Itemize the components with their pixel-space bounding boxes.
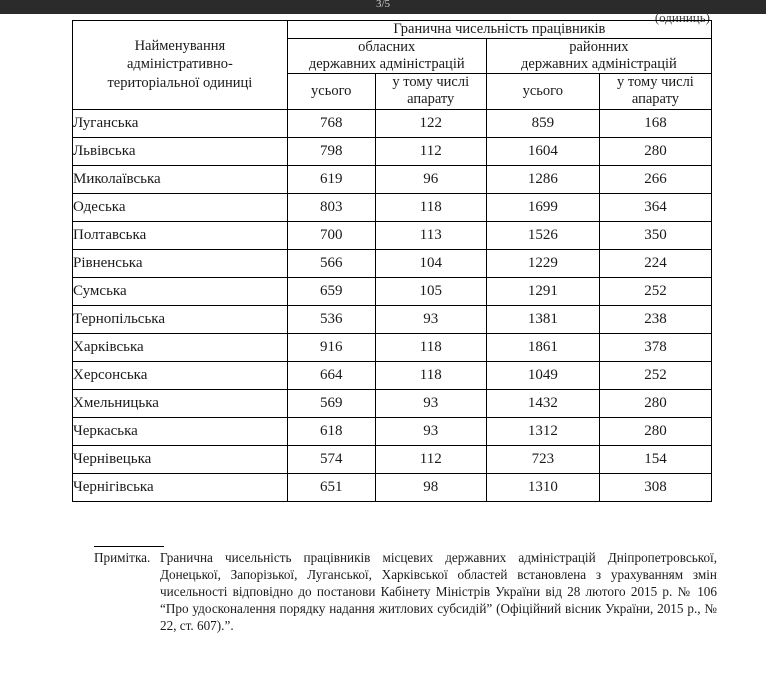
- cell-oblast-apparat: 112: [375, 137, 486, 165]
- cell-rayon-apparat: 252: [599, 277, 711, 305]
- cell-region: Одеська: [73, 193, 288, 221]
- cell-rayon-total: 1312: [486, 417, 599, 445]
- table-head: [73, 21, 712, 110]
- cell-rayon-apparat: 168: [599, 109, 711, 137]
- cell-oblast-total: 536: [287, 305, 375, 333]
- cell-rayon-total: 1229: [486, 249, 599, 277]
- cell-rayon-apparat: 252: [599, 361, 711, 389]
- cell-oblast-apparat: 98: [375, 473, 486, 501]
- table-row: [73, 305, 712, 333]
- cell-oblast-total: 664: [287, 361, 375, 389]
- header-rayon-apparat-line1: у тому числі: [617, 74, 694, 91]
- header-subgroup-rayon-line1: районних: [569, 39, 629, 56]
- cell-region: Хмельницька: [73, 389, 288, 417]
- cell-region: Луганська: [73, 109, 288, 137]
- footnote-rule: [94, 546, 164, 547]
- cell-region: Сумська: [73, 277, 288, 305]
- table-row: [73, 361, 712, 389]
- table-body: [73, 109, 712, 501]
- header-subgroup-oblast-line2: державних адміністрацій: [308, 56, 465, 73]
- cell-rayon-total: 1861: [486, 333, 599, 361]
- table-row: [73, 193, 712, 221]
- cell-region: Тернопільська: [73, 305, 288, 333]
- cell-oblast-apparat: 122: [375, 109, 486, 137]
- page-number: 3/5: [375, 0, 391, 10]
- cell-region: Полтавська: [73, 221, 288, 249]
- table-row: [73, 221, 712, 249]
- cell-region: Чернівецька: [73, 445, 288, 473]
- cell-oblast-total: 659: [287, 277, 375, 305]
- header-region-name-line3: територіальної одиниці: [107, 75, 253, 92]
- cell-oblast-total: 619: [287, 165, 375, 193]
- cell-rayon-total: 859: [486, 109, 599, 137]
- header-subgroup-rayon: [486, 39, 711, 74]
- header-rayon-total: усього: [486, 74, 599, 109]
- cell-rayon-apparat: 350: [599, 221, 711, 249]
- document-page: [72, 20, 717, 502]
- cell-oblast-total: 651: [287, 473, 375, 501]
- cell-rayon-total: 1049: [486, 361, 599, 389]
- header-rayon-apparat: [599, 74, 711, 109]
- table-row: [73, 109, 712, 137]
- table-row: [73, 249, 712, 277]
- header-subgroup-oblast-line1: обласних: [358, 39, 416, 56]
- cell-rayon-apparat: 280: [599, 389, 711, 417]
- staff-limits-table: [72, 20, 712, 502]
- cell-region: Львівська: [73, 137, 288, 165]
- header-region-name-line2: адміністративно-: [126, 56, 233, 73]
- cell-oblast-total: 798: [287, 137, 375, 165]
- table-row: [73, 277, 712, 305]
- cell-oblast-apparat: 118: [375, 333, 486, 361]
- cell-rayon-apparat: 224: [599, 249, 711, 277]
- header-region-name: [73, 21, 288, 110]
- page-left-margin: [0, 14, 68, 681]
- cell-rayon-apparat: 378: [599, 333, 711, 361]
- cell-oblast-total: 768: [287, 109, 375, 137]
- cell-oblast-apparat: 93: [375, 417, 486, 445]
- cell-oblast-apparat: 112: [375, 445, 486, 473]
- cell-rayon-total: 1291: [486, 277, 599, 305]
- table-row: [73, 473, 712, 501]
- cell-region: Черкаська: [73, 417, 288, 445]
- cell-rayon-total: 1310: [486, 473, 599, 501]
- header-subgroup-oblast: [287, 39, 486, 74]
- cell-rayon-apparat: 238: [599, 305, 711, 333]
- table-row: [73, 445, 712, 473]
- footnote-body: [72, 550, 717, 634]
- cell-oblast-total: 916: [287, 333, 375, 361]
- cell-rayon-total: 723: [486, 445, 599, 473]
- cell-rayon-apparat: 266: [599, 165, 711, 193]
- units-label: (одиниць): [654, 10, 710, 25]
- viewer-topbar: [0, 0, 766, 14]
- header-region-name-line1: Найменування: [134, 37, 226, 54]
- cell-oblast-apparat: 104: [375, 249, 486, 277]
- header-oblast-total: усього: [287, 74, 375, 109]
- cell-oblast-total: 569: [287, 389, 375, 417]
- cell-region: Миколаївська: [73, 165, 288, 193]
- cell-region: Рівненська: [73, 249, 288, 277]
- cell-rayon-total: 1381: [486, 305, 599, 333]
- header-oblast-apparat-line1: у тому числі: [392, 74, 470, 91]
- cell-oblast-apparat: 105: [375, 277, 486, 305]
- cell-oblast-total: 700: [287, 221, 375, 249]
- cell-oblast-total: 803: [287, 193, 375, 221]
- footnote-label: Примітка.: [94, 550, 151, 565]
- cell-rayon-apparat: 308: [599, 473, 711, 501]
- cell-rayon-apparat: 154: [599, 445, 711, 473]
- cell-oblast-apparat: 96: [375, 165, 486, 193]
- header-oblast-apparat: [375, 74, 486, 109]
- table-header-row-1: [73, 21, 712, 39]
- header-subgroup-rayon-line2: державних адміністрацій: [521, 56, 677, 73]
- table-row: [73, 417, 712, 445]
- cell-rayon-total: 1699: [486, 193, 599, 221]
- header-group-staff-limit: Гранична чисельність працівників: [287, 21, 711, 39]
- cell-rayon-total: 1286: [486, 165, 599, 193]
- cell-oblast-total: 574: [287, 445, 375, 473]
- cell-rayon-total: 1432: [486, 389, 599, 417]
- cell-rayon-apparat: 280: [599, 137, 711, 165]
- cell-oblast-apparat: 113: [375, 221, 486, 249]
- cell-region: Чернігівська: [73, 473, 288, 501]
- cell-oblast-apparat: 93: [375, 389, 486, 417]
- header-oblast-apparat-line2: апарату: [407, 91, 455, 108]
- footnote: [72, 546, 717, 634]
- cell-region: Харківська: [73, 333, 288, 361]
- cell-oblast-apparat: 118: [375, 193, 486, 221]
- cell-rayon-total: 1526: [486, 221, 599, 249]
- cell-oblast-total: 566: [287, 249, 375, 277]
- cell-rayon-apparat: 364: [599, 193, 711, 221]
- table-row: [73, 333, 712, 361]
- cell-rayon-apparat: 280: [599, 417, 711, 445]
- header-rayon-apparat-line2: апарату: [631, 91, 680, 108]
- cell-rayon-total: 1604: [486, 137, 599, 165]
- cell-oblast-total: 618: [287, 417, 375, 445]
- cell-oblast-apparat: 118: [375, 361, 486, 389]
- cell-oblast-apparat: 93: [375, 305, 486, 333]
- cell-region: Херсонська: [73, 361, 288, 389]
- table-row: [73, 165, 712, 193]
- footnote-text: Гранична чисельність працівників місцевих державних адміністрацій Дніпропетровської, Донецької, Запорізької, Луганської, Харківської областей встановлена з урахуванням змін чисельності відповідно до постанови Кабінету Міністрів України від 28 лютого 2015 р. № 106 “Про удосконалення порядку надання житлових субсидій” (Офіційний вісник України, 2015 р., № 22, ст. 607).”.: [160, 550, 717, 633]
- table-row: [73, 389, 712, 417]
- table-row: [73, 137, 712, 165]
